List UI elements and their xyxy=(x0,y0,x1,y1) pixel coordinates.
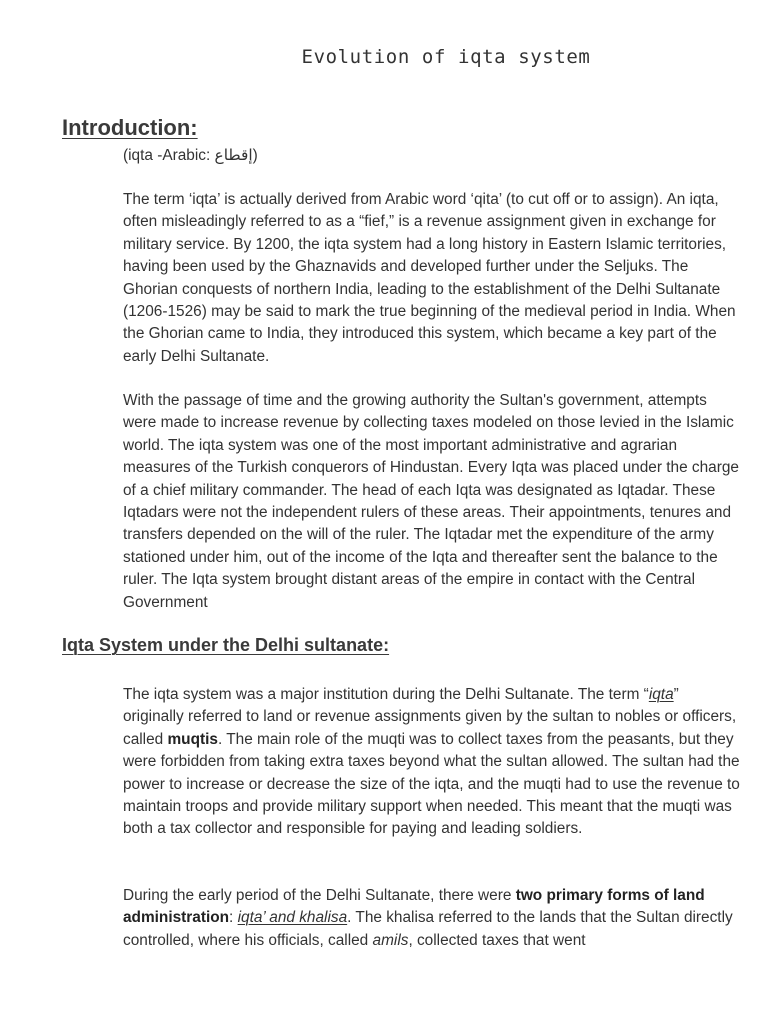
text-run: ” originally referred to land or revenue assignments given by the sultan to nobles or officers, called xyxy=(123,686,737,748)
page-title: Evolution of iqta system xyxy=(301,46,591,68)
term-land-administration: two primary forms of land administration xyxy=(123,887,705,927)
arabic-note: (iqta -Arabic: إقطاع) xyxy=(123,147,258,164)
delhi-paragraph-1 xyxy=(123,684,741,841)
delhi-sultanate-heading: Iqta System under the Delhi sultanate: xyxy=(62,635,390,655)
term-amils: amils xyxy=(372,931,409,949)
term-muqtis: muqtis xyxy=(167,730,218,748)
text-run: . The khalisa referred to the lands that the Sultan directly controlled, where his officials, called xyxy=(123,909,733,949)
intro-paragraph-2: With the passage of time and the growing authority the Sultan's government, attempts were made to increase revenue by collecting taxes modeled on those levied in the Islamic world. The iqta system was one of the most important administrative and agrarian measures of the Turkish conquerors of Hindustan. Every Iqta was placed under the charge of a chief military commander. The head of each Iqta was designated as Iqtadar. These Iqtadars were not the independent rulers of these areas. Their appointments, tenures and transfers depended on the will of the ruler. The Iqtadar met the expenditure of the army stationed under him, out of the income of the Iqta and thereafter sent the balance to the ruler. The Iqta system brought distant areas of the empire in contact with the Central Government xyxy=(123,392,739,611)
text-run: During the early period of the Delhi Sultanate, there were xyxy=(123,887,516,904)
text-run: : xyxy=(229,909,238,927)
delhi-paragraph-2 xyxy=(123,885,741,952)
term-iqta-khalisa: iqta’ and khalisa xyxy=(237,909,348,927)
text-run: . The main role of the muqti was to collect taxes from the peasants, but they were forbidden from taking extra taxes beyond what the sultan allowed. The sultan had the power to increase or decrease the size of the iqta, and the muqti had to use the revenue to maintain troops and provide military support when needed. This meant that the muqti was both a tax collector and responsible for paying and leading soldiers. xyxy=(123,730,740,838)
introduction-heading: Introduction: xyxy=(62,115,198,140)
text-run: , collected taxes that went xyxy=(408,931,586,949)
term-iqta: iqta xyxy=(648,686,674,703)
text-run: The iqta system was a major institution during the Delhi Sultanate. The term “ xyxy=(123,686,649,703)
intro-paragraph-1: The term ‘iqta’ is actually derived from Arabic word ‘qita’ (to cut off or to assign). An iqta, often misleadingly referred to as a “fief,” is a revenue assignment given in exchange for military service. By 1200, the iqta system had a long history in Eastern Islamic territories, having been used by the Ghaznavids and developed further under the Seljuks. The Ghorian conquests of northern India, leading to the establishment of the Delhi Sultanate (1206-1526) may be said to mark the true beginning of the medieval period in India. When the Ghorian came to India, they introduced this system, which became a key part of the early Delhi Sultanate. xyxy=(123,191,736,365)
